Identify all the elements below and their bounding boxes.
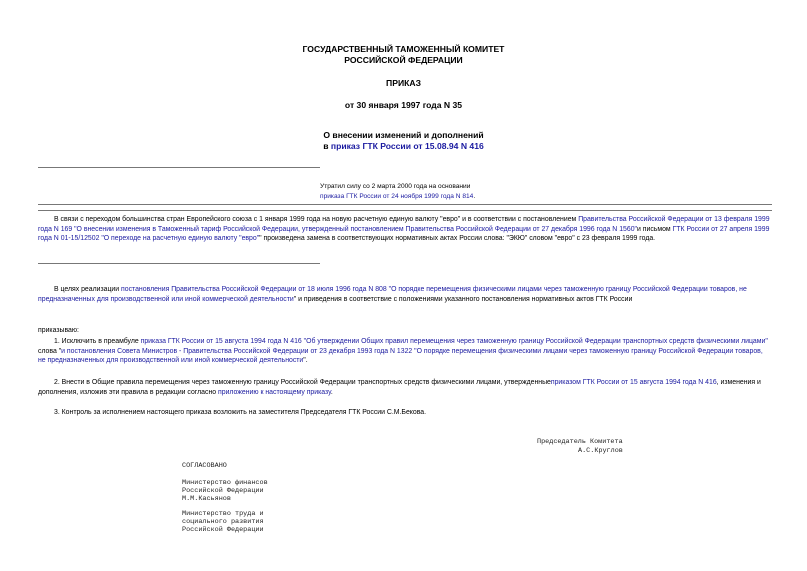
gov-resolution-169-link[interactable]: Правительства Российской Федерации от 13 февраля 1999 года N 169 "О внесении изменения в Таможенный тариф Российской Федерации, утвержденный постановлением Правительства Российской Федерации от 27 декабря 1996 года N 1560"	[38, 216, 770, 233]
approval-ministry-2: Министерство труда и	[182, 510, 264, 518]
order-item-3: 3. Контроль за исполнением настоящего приказа возложить на заместителя Председателя ГТК России С.М.Бекова.	[54, 409, 427, 416]
euro-replacement-note	[38, 215, 772, 244]
order-item-1	[38, 337, 772, 366]
approvals-title: СОГЛАСОВАНО	[182, 462, 227, 470]
appendix-link[interactable]: приложению к настоящему приказу	[218, 388, 331, 396]
approval-ministry-2-country: Российской Федерации	[182, 526, 264, 534]
euro-note-text: В связи с переходом большинства стран Европейского союза с 1 января 1999 года на новую расчетную единую валюту "евро" и в соответствии с постановлением	[54, 216, 579, 223]
gtk-letter-link[interactable]: ГТК России от 27 апреля 1999 года N 01-15/12502 "О переходе на расчетную единую валюту "евро"	[38, 225, 770, 243]
repeal-note-text: Утратил силу со 2 марта 2000 года на основании	[320, 183, 471, 190]
item1-text: слова "	[38, 347, 62, 355]
signature-position: Председатель Комитета	[537, 438, 623, 446]
doc-subject-line1: О внесении изменений и дополнений	[323, 130, 484, 140]
org-title-line1: ГОСУДАРСТВЕННЫЙ ТАМОЖЕННЫЙ КОМИТЕТ	[302, 44, 505, 54]
item1-text: 1. Исключить в преамбуле	[54, 338, 141, 345]
divider	[38, 210, 772, 211]
approval-ministry-1-country: Российской Федерации	[182, 487, 264, 495]
item1-text: ".	[303, 357, 308, 365]
org-title-line2: РОССИЙСКОЙ ФЕДЕРАЦИИ	[344, 55, 463, 65]
amended-order-link[interactable]: приказ ГТК России от 15.08.94 N 416	[330, 141, 484, 151]
preamble-paragraph	[38, 285, 772, 304]
signature-name: А.С.Круглов	[578, 447, 623, 455]
preamble-text: В целях реализации	[54, 286, 122, 293]
doc-date-number: от 30 января 1997 года N 35	[344, 100, 463, 110]
doc-type: ПРИКАЗ	[386, 78, 421, 88]
item2-text: .	[330, 388, 333, 396]
euro-note-text: " произведена замена в соответствующих нормативных актах России слова: "ЭКЮ" словом "евро" с 23 февраля 1999 года.	[259, 235, 656, 243]
approval-ministry-2-line2: социального развития	[182, 518, 264, 526]
divider	[38, 167, 320, 168]
council-resolution-1322-link[interactable]: и постановления Совета Министров - Правительства Российской Федерации от 23 декабря 1993 года N 1322 "О порядке перемещения физическими лицами через таможенную границу Российской Федерации товаров, не предназначенных для производственной или иной коммерческой деятельности	[38, 347, 763, 365]
doc-subject-line2	[0, 141, 807, 151]
item2-text: 2. Внести в Общие правила перемещения через таможенную границу Российской Федерации транспортных средств физическими лицами, утвержденные	[54, 379, 551, 386]
preamble-text: " и приведения в соответствие с положениями указанного постановления нормативных актов ГТК России	[293, 295, 633, 303]
subject-prefix: в	[323, 141, 331, 151]
repeal-order-link[interactable]: приказа ГТК России от 24 ноября 1999 года N 814	[320, 193, 474, 200]
repeal-note-line2	[320, 192, 475, 202]
divider	[38, 263, 320, 264]
order-word: приказываю:	[38, 327, 79, 334]
item2-text: , изменения и дополнения, изложив эти правила в редакции согласно	[38, 379, 761, 396]
repeal-note-suffix: .	[473, 193, 476, 200]
approval-ministry-1-person: М.М.Касьянов	[182, 495, 231, 503]
order-416-approval-link[interactable]: приказом ГТК России от 15 августа 1994 года N 416	[550, 379, 717, 386]
approval-ministry-1: Министерство финансов	[182, 479, 268, 487]
gov-resolution-808-link[interactable]: постановления Правительства Российской Федерации от 18 июля 1996 года N 808 "О порядке перемещения физическими лицами через таможенную границу Российской Федерации товаров, не предназначенных для производственной или иной коммерческой деятельности	[38, 286, 747, 303]
order-item-2	[38, 378, 772, 397]
euro-note-text: и письмом	[636, 225, 673, 233]
order-416-link[interactable]: приказа ГТК России от 15 августа 1994 года N 416 "Об утверждении Общих правил перемещения через таможенную границу Российской Федерации транспортных средств физическими лицами"	[140, 338, 768, 345]
divider	[38, 204, 772, 205]
